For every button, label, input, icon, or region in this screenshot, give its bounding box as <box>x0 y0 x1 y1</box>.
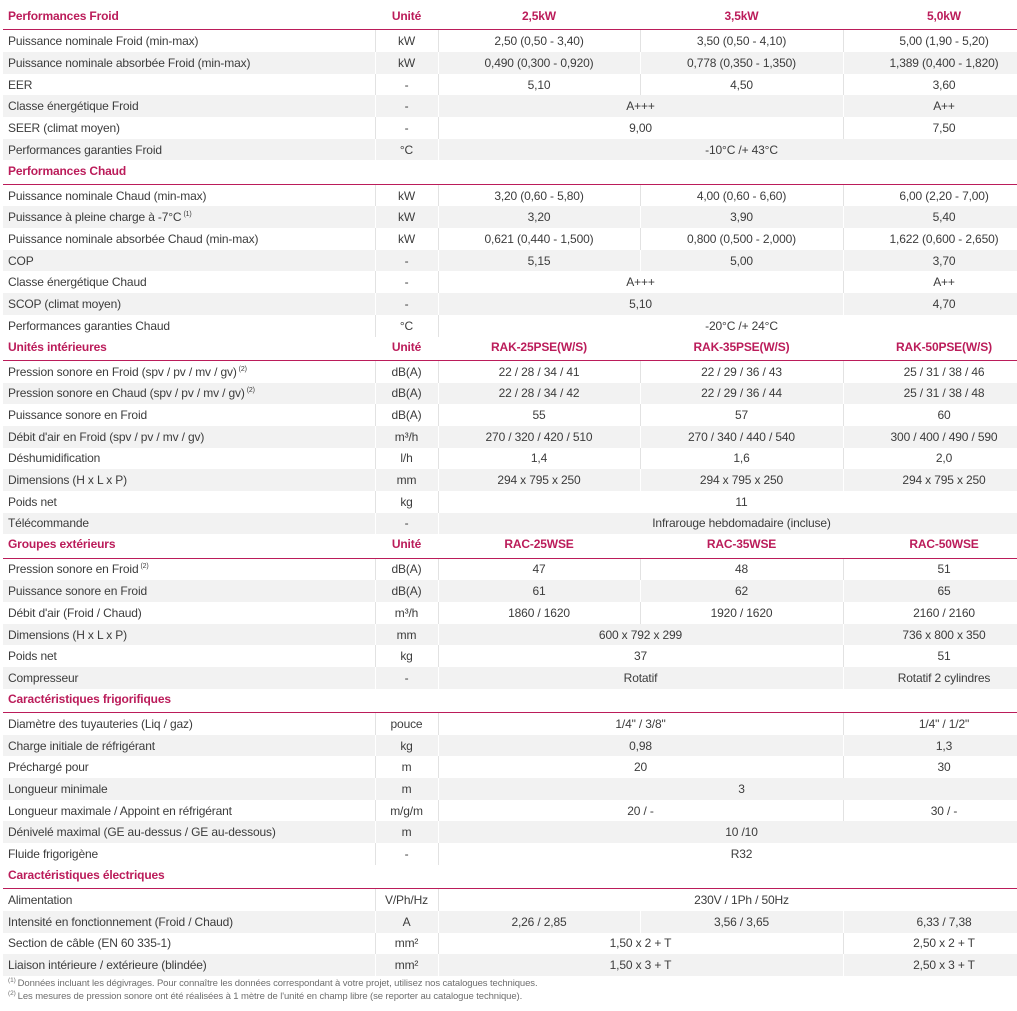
section-title: Performances Froid <box>3 6 375 30</box>
unit-cell: m³/h <box>375 602 438 624</box>
unit-column-header: Unité <box>375 534 438 558</box>
value-cell: 5,00 (1,90 - 5,20) <box>843 30 1017 52</box>
row-label-cell <box>3 843 375 865</box>
value-cell: Rotatif 2 cylindres <box>843 667 1017 689</box>
unit-cell: pouce <box>375 713 438 735</box>
row-label: Intensité en fonctionnement (Froid / Chaud) <box>8 914 234 929</box>
model-column-header: 3,5kW <box>640 6 843 30</box>
unit-cell: dB(A) <box>375 404 438 426</box>
row-label: COP <box>8 253 34 268</box>
row-label-cell <box>3 139 375 161</box>
unit-cell: - <box>375 250 438 272</box>
value-cell: 30 <box>843 756 1017 778</box>
table-row <box>3 185 1017 207</box>
section-header-row <box>3 865 1017 889</box>
unit-cell: mm <box>375 469 438 491</box>
row-label-cell <box>3 645 375 667</box>
row-label: Liaison intérieure / extérieure (blindée) <box>8 958 207 973</box>
unit-cell: dB(A) <box>375 559 438 581</box>
unit-cell: l/h <box>375 448 438 470</box>
row-label: Charge initiale de réfrigérant <box>8 738 155 753</box>
value-cell: 3 <box>438 778 1017 800</box>
table-row <box>3 624 1017 646</box>
table-row <box>3 139 1017 161</box>
value-cell: 294 x 795 x 250 <box>640 469 843 491</box>
row-label-cell <box>3 756 375 778</box>
value-cell: 11 <box>438 491 1017 513</box>
model-column-header: 5,0kW <box>843 6 1017 30</box>
table-row <box>3 293 1017 315</box>
unit-column-header: Unité <box>375 6 438 30</box>
unit-cell: m <box>375 756 438 778</box>
value-cell: 10 /10 <box>438 821 1017 843</box>
row-label-cell <box>3 821 375 843</box>
value-cell: 2,0 <box>843 448 1017 470</box>
unit-cell: - <box>375 667 438 689</box>
table-row <box>3 271 1017 293</box>
row-label: Diamètre des tuyauteries (Liq / gaz) <box>8 716 193 731</box>
unit-cell: mm² <box>375 933 438 955</box>
row-label-cell <box>3 404 375 426</box>
row-label: Alimentation <box>8 893 73 907</box>
table-row <box>3 889 1017 911</box>
row-label: SCOP (climat moyen) <box>8 297 121 311</box>
table-row <box>3 954 1017 976</box>
model-column-header: RAK-35PSE(W/S) <box>640 337 843 361</box>
unit-cell: - <box>375 95 438 117</box>
row-label-cell <box>3 30 375 52</box>
value-cell: -20°C /+ 24°C <box>438 315 1017 337</box>
row-label-cell <box>3 559 375 581</box>
value-cell: 22 / 28 / 34 / 42 <box>438 383 640 405</box>
value-cell: 3,56 / 3,65 <box>640 911 843 933</box>
value-cell: 65 <box>843 580 1017 602</box>
value-cell: 736 x 800 x 350 <box>843 624 1017 646</box>
value-cell: -10°C /+ 43°C <box>438 139 1017 161</box>
value-cell: 1/4" / 1/2" <box>843 713 1017 735</box>
section-header-row <box>3 534 1017 558</box>
section-header-row <box>3 6 1017 30</box>
empty-header-cell <box>375 865 438 889</box>
value-cell: 51 <box>843 559 1017 581</box>
value-cell: 1,6 <box>640 448 843 470</box>
empty-header-cell <box>438 160 1017 184</box>
row-label-cell <box>3 624 375 646</box>
value-cell: Infrarouge hebdomadaire (incluse) <box>438 513 1017 535</box>
row-label: Débit d'air (Froid / Chaud) <box>8 605 142 620</box>
empty-header-cell <box>438 865 1017 889</box>
row-label-cell <box>3 293 375 315</box>
table-row <box>3 645 1017 667</box>
row-label-cell <box>3 315 375 337</box>
unit-cell: kW <box>375 185 438 207</box>
unit-cell: - <box>375 843 438 865</box>
row-label-cell <box>3 778 375 800</box>
row-label: Télécommande <box>8 516 89 531</box>
unit-column-header: Unité <box>375 337 438 361</box>
value-cell: 55 <box>438 404 640 426</box>
value-cell: 1,4 <box>438 448 640 470</box>
row-label-cell <box>3 74 375 96</box>
section-header-row <box>3 337 1017 361</box>
row-label: Poids net <box>8 649 57 664</box>
unit-cell: kW <box>375 30 438 52</box>
value-cell: R32 <box>438 843 1017 865</box>
value-cell: 0,490 (0,300 - 0,920) <box>438 52 640 74</box>
table-row <box>3 911 1017 933</box>
table-row <box>3 800 1017 822</box>
footnote-ref: (2) <box>238 365 247 373</box>
value-cell: 20 / - <box>438 800 843 822</box>
row-label: Longueur maximale / Appoint en réfrigérant <box>8 803 232 818</box>
table-row <box>3 580 1017 602</box>
value-cell: Rotatif <box>438 667 843 689</box>
row-label-cell <box>3 954 375 976</box>
table-row <box>3 602 1017 624</box>
row-label: Déshumidification <box>8 451 101 466</box>
value-cell: 1920 / 1620 <box>640 602 843 624</box>
unit-cell: dB(A) <box>375 383 438 405</box>
section-title: Caractéristiques frigorifiques <box>3 689 375 713</box>
row-label-cell <box>3 602 375 624</box>
section-header-row <box>3 160 1017 184</box>
footnotes <box>8 977 538 1003</box>
table-row <box>3 559 1017 581</box>
unit-cell: kg <box>375 491 438 513</box>
value-cell: 0,800 (0,500 - 2,000) <box>640 228 843 250</box>
table-row <box>3 713 1017 735</box>
value-cell: 22 / 29 / 36 / 43 <box>640 361 843 383</box>
value-cell: 270 / 320 / 420 / 510 <box>438 426 640 448</box>
value-cell: 6,33 / 7,38 <box>843 911 1017 933</box>
empty-header-cell <box>438 689 1017 713</box>
value-cell: 0,778 (0,350 - 1,350) <box>640 52 843 74</box>
unit-cell: - <box>375 271 438 293</box>
value-cell: 1/4" / 3/8" <box>438 713 843 735</box>
value-cell: 3,60 <box>843 74 1017 96</box>
spec-table <box>3 6 1017 976</box>
table-row <box>3 778 1017 800</box>
row-label: Pression sonore en Chaud (spv / pv / mv / gv) <box>8 386 245 401</box>
value-cell: 61 <box>438 580 640 602</box>
value-cell: 0,621 (0,440 - 1,500) <box>438 228 640 250</box>
value-cell: 6,00 (2,20 - 7,00) <box>843 185 1017 207</box>
value-cell: 4,00 (0,60 - 6,60) <box>640 185 843 207</box>
footnote-mark: (2) <box>8 989 16 997</box>
row-label-cell <box>3 271 375 293</box>
empty-header-cell <box>375 689 438 713</box>
row-label-cell <box>3 250 375 272</box>
row-label: Section de câble (EN 60 335-1) <box>8 936 171 951</box>
value-cell: A++ <box>843 271 1017 293</box>
table-row <box>3 735 1017 757</box>
unit-cell: - <box>375 293 438 315</box>
row-label-cell <box>3 667 375 689</box>
unit-cell: °C <box>375 139 438 161</box>
value-cell: 1,50 x 2 + T <box>438 933 843 955</box>
table-row <box>3 30 1017 52</box>
table-row <box>3 756 1017 778</box>
row-label-cell <box>3 117 375 139</box>
table-row <box>3 821 1017 843</box>
row-label: Puissance nominale absorbée Chaud (min-max) <box>8 231 259 246</box>
row-label: Puissance sonore en Froid <box>8 408 147 423</box>
table-row <box>3 426 1017 448</box>
value-cell: 2,50 x 3 + T <box>843 954 1017 976</box>
table-row <box>3 513 1017 535</box>
model-column-header: RAC-35WSE <box>640 534 843 558</box>
value-cell: 3,70 <box>843 250 1017 272</box>
value-cell: 5,10 <box>438 74 640 96</box>
unit-cell: kW <box>375 206 438 228</box>
table-row <box>3 117 1017 139</box>
table-row <box>3 206 1017 228</box>
value-cell: 270 / 340 / 440 / 540 <box>640 426 843 448</box>
footnote-text: Données incluant les dégivrages. Pour connaître les données correspondant à votre projet, utilisez nos catalogues techniques. <box>17 978 538 989</box>
row-label: Préchargé pour <box>8 760 89 775</box>
value-cell: 62 <box>640 580 843 602</box>
row-label: Fluide frigorigène <box>8 847 99 862</box>
row-label: EER <box>8 77 33 92</box>
value-cell: 600 x 792 x 299 <box>438 624 843 646</box>
value-cell: A+++ <box>438 271 843 293</box>
row-label-cell <box>3 933 375 955</box>
table-row <box>3 469 1017 491</box>
table-row <box>3 383 1017 405</box>
table-row <box>3 448 1017 470</box>
table-row <box>3 404 1017 426</box>
row-label: Performances garanties Chaud <box>8 318 170 333</box>
value-cell: 1,3 <box>843 735 1017 757</box>
value-cell: 294 x 795 x 250 <box>843 469 1017 491</box>
value-cell: 22 / 29 / 36 / 44 <box>640 383 843 405</box>
table-row <box>3 843 1017 865</box>
value-cell: 30 / - <box>843 800 1017 822</box>
value-cell: 2,26 / 2,85 <box>438 911 640 933</box>
unit-cell: kW <box>375 52 438 74</box>
row-label: Dénivelé maximal (GE au-dessus / GE au-dessous) <box>8 825 276 840</box>
footnote-ref: (2) <box>246 387 255 395</box>
value-cell: 294 x 795 x 250 <box>438 469 640 491</box>
value-cell: 230V / 1Ph / 50Hz <box>438 889 1017 911</box>
footnote <box>8 977 538 990</box>
section-title: Caractéristiques électriques <box>3 865 375 889</box>
unit-cell: °C <box>375 315 438 337</box>
footnote <box>8 990 538 1003</box>
row-label: SEER (climat moyen) <box>8 120 120 135</box>
row-label-cell <box>3 469 375 491</box>
value-cell: 3,50 (0,50 - 4,10) <box>640 30 843 52</box>
value-cell: 300 / 400 / 490 / 590 <box>843 426 1017 448</box>
value-cell: 5,15 <box>438 250 640 272</box>
table-row <box>3 228 1017 250</box>
table-row <box>3 95 1017 117</box>
value-cell: 57 <box>640 404 843 426</box>
value-cell: 20 <box>438 756 843 778</box>
section-title: Unités intérieures <box>3 337 375 361</box>
section-title: Performances Chaud <box>3 160 375 184</box>
row-label-cell <box>3 383 375 405</box>
table-row <box>3 52 1017 74</box>
unit-cell: m <box>375 778 438 800</box>
value-cell: 4,50 <box>640 74 843 96</box>
section-title: Groupes extérieurs <box>3 534 375 558</box>
value-cell: 0,98 <box>438 735 843 757</box>
value-cell: 47 <box>438 559 640 581</box>
unit-cell: - <box>375 513 438 535</box>
row-label: Compresseur <box>8 670 79 685</box>
row-label: Puissance nominale absorbée Froid (min-max) <box>8 55 251 70</box>
row-label-cell <box>3 228 375 250</box>
unit-cell: kW <box>375 228 438 250</box>
table-row <box>3 491 1017 513</box>
footnote-ref: (2) <box>140 563 149 571</box>
row-label-cell <box>3 361 375 383</box>
section-header-row <box>3 689 1017 713</box>
model-column-header: RAC-25WSE <box>438 534 640 558</box>
table-row <box>3 250 1017 272</box>
value-cell: 48 <box>640 559 843 581</box>
row-label: Puissance à pleine charge à -7°C <box>8 210 182 225</box>
row-label: Classe énergétique Chaud <box>8 275 147 290</box>
row-label: Débit d'air en Froid (spv / pv / mv / gv) <box>8 429 205 444</box>
row-label-cell <box>3 95 375 117</box>
unit-cell: mm² <box>375 954 438 976</box>
row-label: Pression sonore en Froid (spv / pv / mv / gv) <box>8 364 237 379</box>
unit-cell: m <box>375 821 438 843</box>
value-cell: 3,20 (0,60 - 5,80) <box>438 185 640 207</box>
row-label: Classe énergétique Froid <box>8 99 139 114</box>
value-cell: 5,00 <box>640 250 843 272</box>
value-cell: 1,622 (0,600 - 2,650) <box>843 228 1017 250</box>
row-label-cell <box>3 713 375 735</box>
unit-cell: mm <box>375 624 438 646</box>
value-cell: A++ <box>843 95 1017 117</box>
table-row <box>3 315 1017 337</box>
spec-table-body <box>3 6 1017 976</box>
table-row <box>3 74 1017 96</box>
model-column-header: 2,5kW <box>438 6 640 30</box>
row-label: Poids net <box>8 494 57 509</box>
value-cell: 3,90 <box>640 206 843 228</box>
row-label: Dimensions (H x L x P) <box>8 627 127 642</box>
row-label-cell <box>3 513 375 535</box>
unit-cell: kg <box>375 645 438 667</box>
unit-cell: A <box>375 911 438 933</box>
unit-cell: m³/h <box>375 426 438 448</box>
value-cell: 5,40 <box>843 206 1017 228</box>
value-cell: 9,00 <box>438 117 843 139</box>
row-label-cell <box>3 889 375 911</box>
value-cell: 25 / 31 / 38 / 46 <box>843 361 1017 383</box>
row-label-cell <box>3 800 375 822</box>
model-column-header: RAK-25PSE(W/S) <box>438 337 640 361</box>
value-cell: 1860 / 1620 <box>438 602 640 624</box>
row-label-cell <box>3 185 375 207</box>
row-label-cell <box>3 448 375 470</box>
row-label: Longueur minimale <box>8 781 108 796</box>
row-label-cell <box>3 735 375 757</box>
unit-cell: dB(A) <box>375 580 438 602</box>
table-row <box>3 933 1017 955</box>
footnote-text: Les mesures de pression sonore ont été réalisées à 1 mètre de l'unité en champ libre (se reporter au catalogue technique). <box>17 991 523 1002</box>
value-cell: A+++ <box>438 95 843 117</box>
row-label-cell <box>3 491 375 513</box>
value-cell: 4,70 <box>843 293 1017 315</box>
row-label: Puissance nominale Chaud (min-max) <box>8 188 207 203</box>
row-label-cell <box>3 206 375 228</box>
row-label: Puissance nominale Froid (min-max) <box>8 34 199 49</box>
value-cell: 1,50 x 3 + T <box>438 954 843 976</box>
unit-cell: dB(A) <box>375 361 438 383</box>
table-row <box>3 361 1017 383</box>
row-label: Dimensions (H x L x P) <box>8 473 127 488</box>
value-cell: 1,389 (0,400 - 1,820) <box>843 52 1017 74</box>
unit-cell: V/Ph/Hz <box>375 889 438 911</box>
value-cell: 22 / 28 / 34 / 41 <box>438 361 640 383</box>
value-cell: 2160 / 2160 <box>843 602 1017 624</box>
unit-cell: - <box>375 117 438 139</box>
unit-cell: m/g/m <box>375 800 438 822</box>
value-cell: 37 <box>438 645 843 667</box>
row-label-cell <box>3 580 375 602</box>
row-label-cell <box>3 52 375 74</box>
row-label-cell <box>3 911 375 933</box>
footnote-mark: (1) <box>8 976 16 984</box>
footnote-ref: (1) <box>183 211 192 219</box>
value-cell: 2,50 (0,50 - 3,40) <box>438 30 640 52</box>
row-label: Puissance sonore en Froid <box>8 584 147 599</box>
table-row <box>3 667 1017 689</box>
row-label: Performances garanties Froid <box>8 142 162 157</box>
unit-cell: - <box>375 74 438 96</box>
value-cell: 3,20 <box>438 206 640 228</box>
row-label-cell <box>3 426 375 448</box>
unit-cell: kg <box>375 735 438 757</box>
row-label: Pression sonore en Froid <box>8 562 139 577</box>
value-cell: 25 / 31 / 38 / 48 <box>843 383 1017 405</box>
model-column-header: RAK-50PSE(W/S) <box>843 337 1017 361</box>
value-cell: 51 <box>843 645 1017 667</box>
value-cell: 5,10 <box>438 293 843 315</box>
model-column-header: RAC-50WSE <box>843 534 1017 558</box>
value-cell: 60 <box>843 404 1017 426</box>
empty-header-cell <box>375 160 438 184</box>
value-cell: 2,50 x 2 + T <box>843 933 1017 955</box>
value-cell: 7,50 <box>843 117 1017 139</box>
